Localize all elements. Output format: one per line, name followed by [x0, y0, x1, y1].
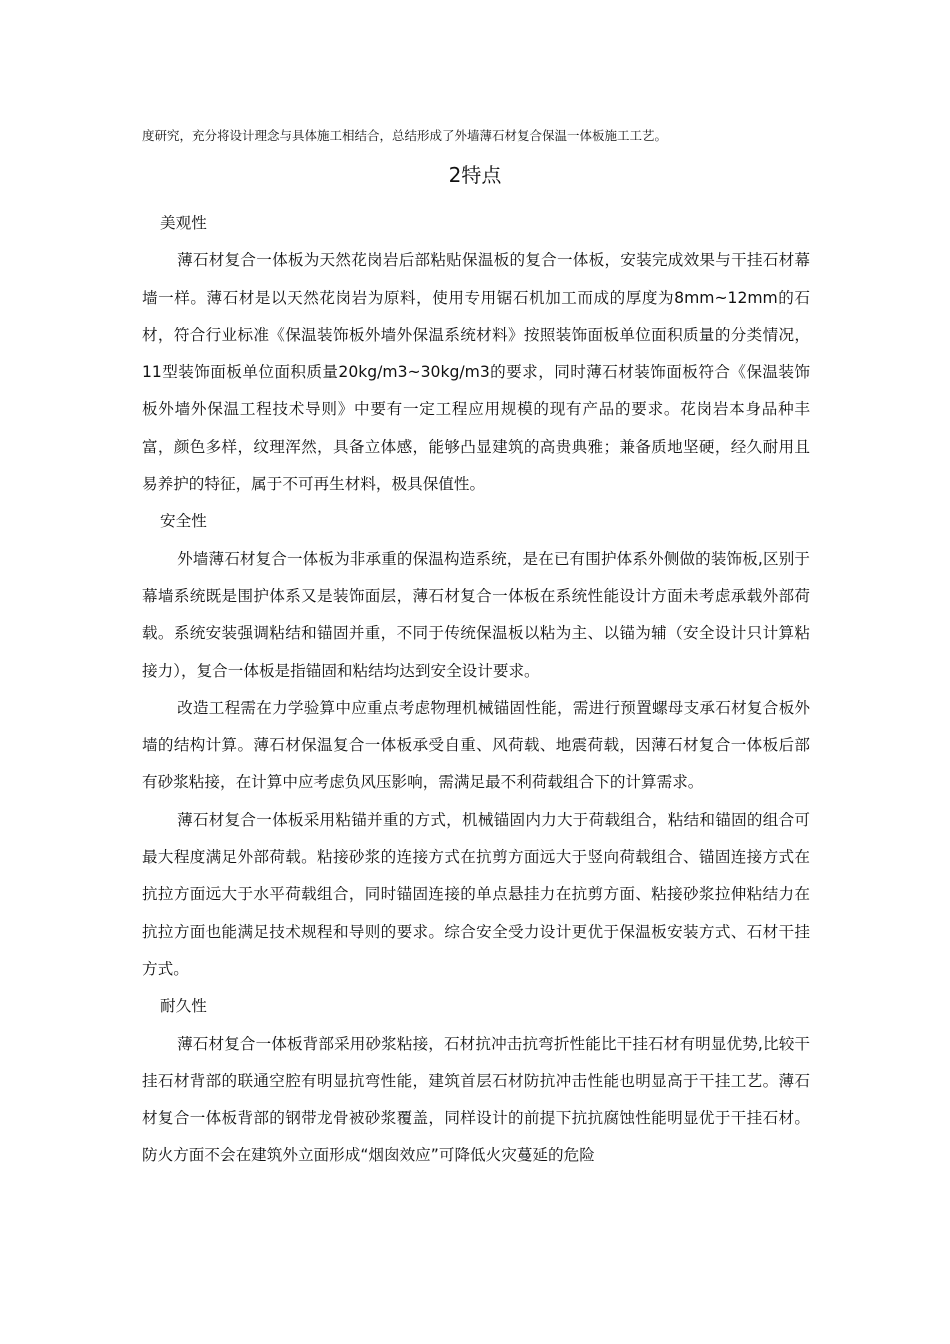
paragraph-aesthetics-1: 薄石材复合一体板为天然花岗岩后部粘贴保温板的复合一体板，安装完成效果与干挂石材幕墙一样。薄石材是以天然花岗岩为原料，使用专用锯石机加工而成的厚度为8mm~12mm的石材，符合行业标准《保温装饰板外墙外保温系统材料》按照装饰面板单位面积质量的分类情况，11型装饰面板单位面积质量20kg/m3~30kg/m3的要求，同时薄石材装饰面板符合《保温装饰板外墙外保温工程技术导则》中要有一定工程应用规模的现有产品的要求。花岗岩本身品种丰富，颜色多样，纹理浑然，具备立体感，能够凸显建筑的高贵典雅；兼备质地坚硬，经久耐用且易养护的特征，属于不可再生材料，极具保值性。	[142, 251, 810, 494]
subheading-durability: 耐久性	[160, 997, 207, 1016]
paragraph-safety-1: 外墙薄石材复合一体板为非承重的保温构造系统，是在已有围护体系外侧做的装饰板,区别于幕墙系统既是围护体系又是装饰面层，薄石材复合一体板在系统性能设计方面未考虑承载外部荷载。系统安装强调粘结和锚固并重，不同于传统保温板以粘为主、以锚为辅（安全设计只计算粘接力），复合一体板是指锚固和粘结均达到安全设计要求。	[142, 549, 810, 680]
paragraph-safety-2: 改造工程需在力学验算中应重点考虑物理机械锚固性能，需进行预置螺母支承石材复合板外墙的结构计算。薄石材保温复合一体板承受自重、风荷载、地震荷载，因薄石材复合一体板后部有砂浆粘接，在计算中应考虑负风压影响，需满足最不利荷载组合下的计算需求。	[142, 698, 810, 792]
intro-tail-text: 度研究，充分将设计理念与具体施工相结合，总结形成了外墙薄石材复合保温一体板施工工艺。	[142, 128, 668, 143]
subheading-safety: 安全性	[160, 512, 207, 531]
subheading-aesthetics: 美观性	[160, 214, 207, 232]
paragraph-durability-1: 薄石材复合一体板背部采用砂浆粘接，石材抗冲击抗弯折性能比干挂石材有明显优势,比较干挂石材背部的联通空腔有明显抗弯性能，建筑首层石材防抗冲击性能也明显高于干挂工艺。薄石材复合一体板背部的钢带龙骨被砂浆覆盖，同样设计的前提下抗抗腐蚀性能明显优于干挂石材。防火方面不会在建筑外立面形成“烟囱效应”可降低火灾蔓延的危险	[142, 1034, 810, 1165]
section-title: 2特点	[448, 163, 502, 187]
paragraph-safety-3: 薄石材复合一体板采用粘锚并重的方式，机械锚固内力大于荷载组合，粘结和锚固的组合可最大程度满足外部荷载。粘接砂浆的连接方式在抗剪方面远大于竖向荷载组合、锚固连接方式在抗拉方面远大于水平荷载组合，同时锚固连接的单点悬挂力在抗剪方面、粘接砂浆拉伸粘结力在抗拉方面也能满足技术规程和导则的要求。综合安全受力设计更优于保温板安装方式、石材干挂方式。	[142, 810, 810, 978]
section-body	[142, 205, 810, 1175]
